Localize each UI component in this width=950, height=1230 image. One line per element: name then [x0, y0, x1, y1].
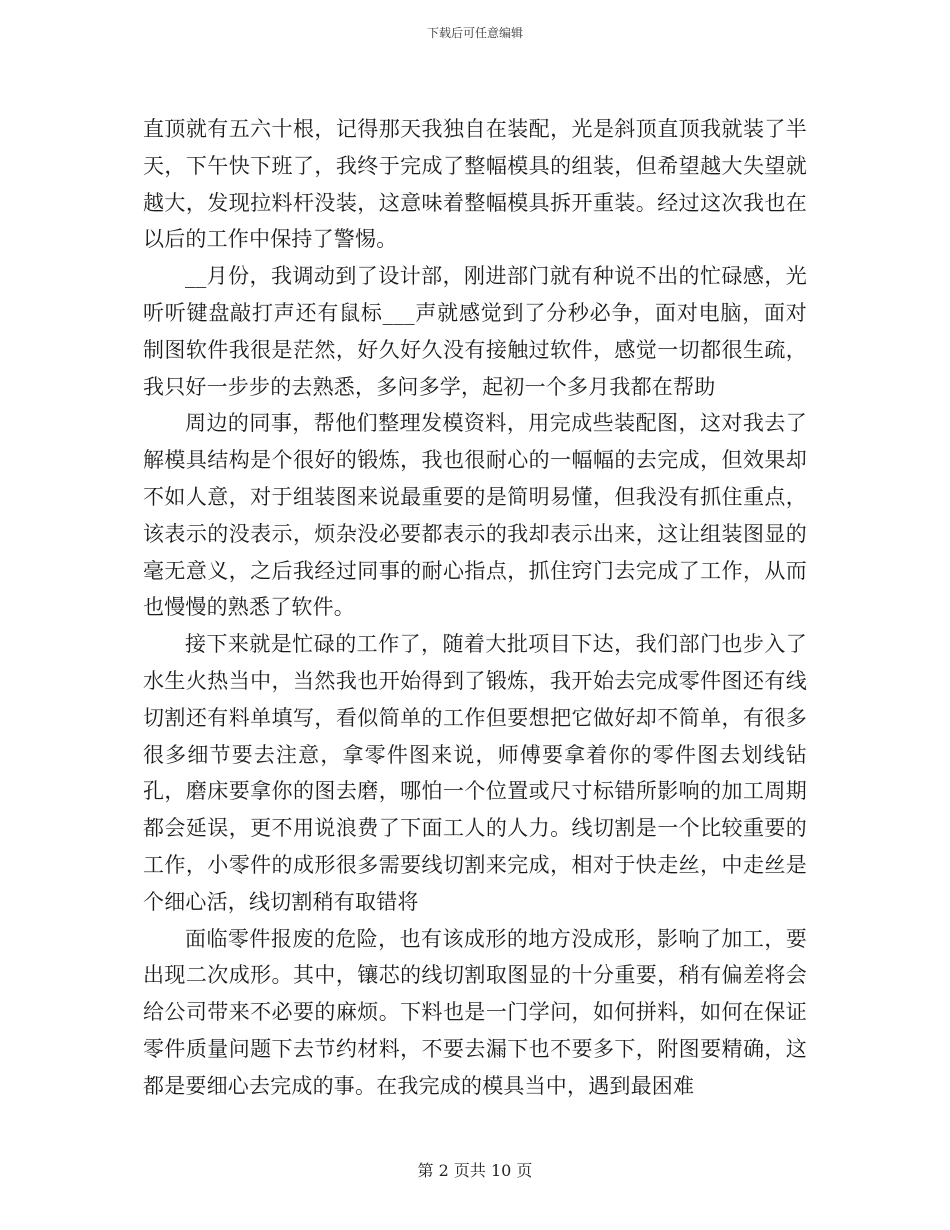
paragraph-5: 面临零件报废的危险，也有该成形的地方没成形，影响了加工，要出现二次成形。其中，镶芯的线切割取图显的十分重要，稍有偏差将会给公司带来不必要的麻烦。下料也是一门学问，如何拼料，如何在保证零件质量问题下去节约材料，不要去漏下也不要多下，附图要精确，这都是要细心去完成的事。在我完成的模具当中，遇到最困难	[143, 926, 807, 1098]
paragraph-1: 直顶就有五六十根，记得那天我独自在装配，光是斜顶直顶我就装了半天，下午快下班了，我终于完成了整幅模具的组装，但希望越大失望就越大，发现拉料杆没装，这意味着整幅模具拆开重装。经过这次我也在以后的工作中保持了警惕。	[143, 117, 807, 252]
paragraph-2: __月份，我调动到了设计部，刚进部门就有种说不出的忙碌感，光听听键盘敲打声还有鼠标___声就感觉到了分秒必争，面对电脑，面对制图软件我很是茫然，好久好久没有接触过软件，感觉一切都很生疏，我只好一步步的去熟悉，多问多学，起初一个多月我都在帮助	[143, 264, 807, 399]
page-footer: 第 2 页共 10 页	[417, 1161, 533, 1180]
paragraph-4: 接下来就是忙碌的工作了，随着大批项目下达，我们部门也步入了水生火热当中，当然我也开始得到了锻炼，我开始去完成零件图还有线切割还有料单填写，看似简单的工作但要想把它做好却不简单，有很多很多细节要去注意，拿零件图来说，师傅要拿着你的零件图去划线钻孔，磨床要拿你的图去磨，哪怕一个位置或尺寸标错所影响的加工周期都会延误，更不用说浪费了下面工人的人力。线切割是一个比较重要的工作，小零件的成形很多需要线切割来完成，相对于快走丝，中走丝是个细心活，线切割稍有取错将	[143, 632, 807, 914]
document-body	[143, 111, 807, 1105]
paragraph-3: 周边的同事，帮他们整理发模资料，用完成些装配图，这对我去了解模具结构是个很好的锻炼，我也很耐心的一幅幅的去完成，但效果却不如人意，对于组装图来说最重要的是简明易懂，但我没有抓住重点，该表示的没表示，烦杂没必要都表示的我却表示出来，这让组装图显的毫无意义，之后我经过同事的耐心指点，抓住窍门去完成了工作，从而也慢慢的熟悉了软件。	[143, 411, 807, 620]
page-header: 下载后可任意编辑	[426, 26, 523, 40]
